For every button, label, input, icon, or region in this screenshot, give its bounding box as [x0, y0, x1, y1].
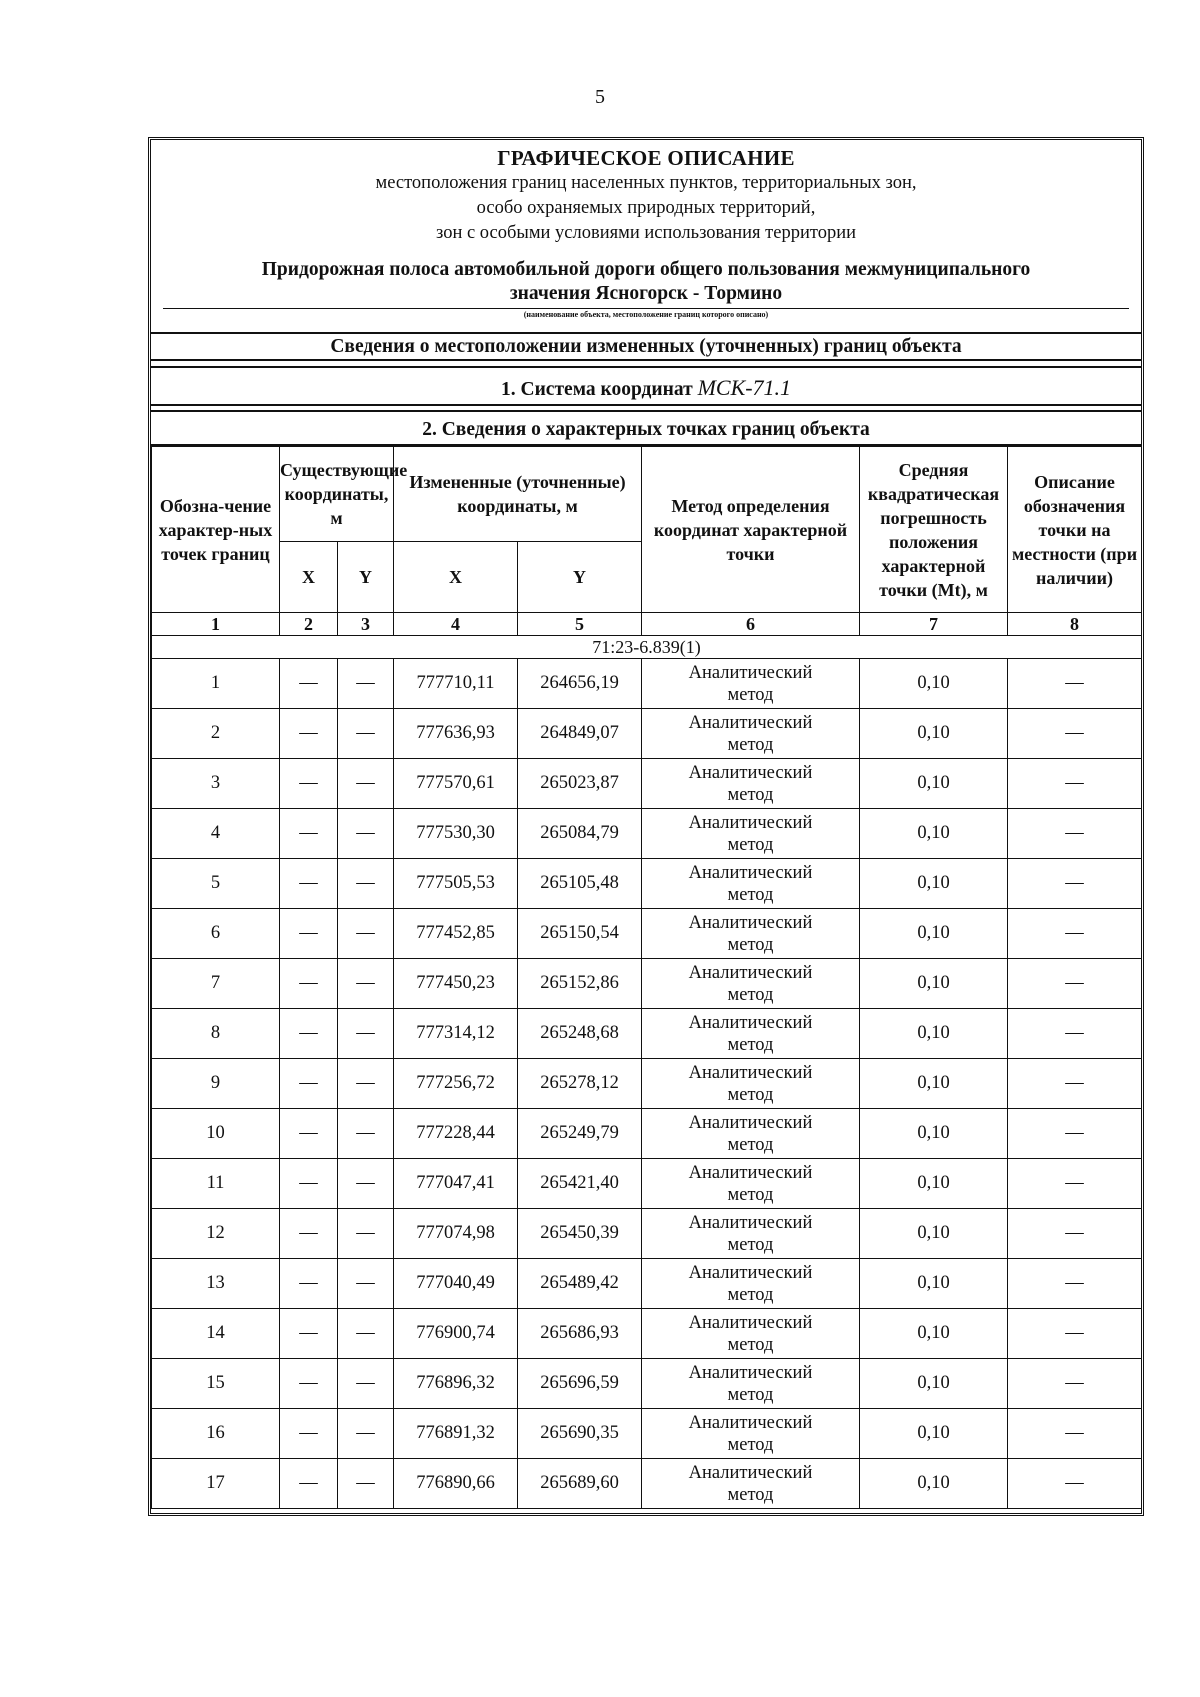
existing-x: — [280, 1309, 338, 1359]
method-line: Аналитический [688, 1312, 813, 1333]
method-line: метод [727, 1434, 774, 1455]
document-frame [148, 137, 1144, 1516]
existing-y: — [338, 859, 394, 909]
changed-y: 265489,42 [518, 1259, 642, 1309]
method-line: метод [727, 1034, 774, 1055]
table-row [152, 1009, 1142, 1059]
method [642, 1459, 860, 1509]
method [642, 1159, 860, 1209]
column-number: 4 [394, 613, 518, 636]
table-row [152, 1159, 1142, 1209]
point-description: — [1008, 1459, 1142, 1509]
method-line: метод [727, 884, 774, 905]
column-number: 6 [642, 613, 860, 636]
method-line: Аналитический [688, 862, 813, 883]
point-description: — [1008, 1009, 1142, 1059]
point-number: 16 [152, 1409, 280, 1459]
existing-x: — [280, 759, 338, 809]
existing-y: — [338, 1009, 394, 1059]
changed-x: 777228,44 [394, 1109, 518, 1159]
point-number: 13 [152, 1259, 280, 1309]
method [642, 959, 860, 1009]
table-row [152, 1459, 1142, 1509]
existing-x: — [280, 1059, 338, 1109]
changed-x: 777505,53 [394, 859, 518, 909]
subtitle-line: особо охраняемых природных территорий, [476, 198, 816, 218]
method-line: метод [727, 1234, 774, 1255]
error-mt: 0,10 [860, 709, 1008, 759]
existing-y: — [338, 1409, 394, 1459]
changed-x: 776891,32 [394, 1409, 518, 1459]
method-line: Аналитический [688, 962, 813, 983]
subtitle-line: местоположения границ населенных пунктов, территориальных зон, [375, 173, 917, 193]
table-row [152, 1209, 1142, 1259]
existing-y: — [338, 1259, 394, 1309]
method-line: метод [727, 834, 774, 855]
coordinate-system [151, 366, 1141, 406]
point-description: — [1008, 709, 1142, 759]
existing-x: — [280, 809, 338, 859]
changed-y: 265084,79 [518, 809, 642, 859]
subtitle-line: зон с особыми условиями использования территории [436, 223, 856, 243]
existing-y: — [338, 709, 394, 759]
point-number: 8 [152, 1009, 280, 1059]
existing-x: — [280, 1209, 338, 1259]
method-line: Аналитический [688, 1262, 813, 1283]
method [642, 809, 860, 859]
table-row [152, 709, 1142, 759]
point-description: — [1008, 959, 1142, 1009]
existing-x: — [280, 959, 338, 1009]
existing-y: — [338, 1459, 394, 1509]
changed-x: 777570,61 [394, 759, 518, 809]
point-description: — [1008, 1259, 1142, 1309]
changed-y: 264849,07 [518, 709, 642, 759]
existing-y: — [338, 909, 394, 959]
column-number: 5 [518, 613, 642, 636]
point-number: 4 [152, 809, 280, 859]
point-number: 2 [152, 709, 280, 759]
point-number: 1 [152, 659, 280, 709]
changed-y: 265686,93 [518, 1309, 642, 1359]
method-line: метод [727, 1184, 774, 1205]
changed-y: 265249,79 [518, 1109, 642, 1159]
error-mt: 0,10 [860, 909, 1008, 959]
changed-y: 264656,19 [518, 659, 642, 709]
method [642, 1309, 860, 1359]
method-line: Аналитический [688, 1062, 813, 1083]
point-description: — [1008, 759, 1142, 809]
existing-y: — [338, 809, 394, 859]
point-number: 14 [152, 1309, 280, 1359]
method [642, 759, 860, 809]
header-existing-x: X [280, 542, 338, 613]
point-number: 7 [152, 959, 280, 1009]
error-mt: 0,10 [860, 1059, 1008, 1109]
column-number: 2 [280, 613, 338, 636]
section-title: Сведения о местоположении измененных (уточненных) границ объекта [151, 334, 1141, 361]
point-number: 15 [152, 1359, 280, 1409]
cadastral-row [152, 636, 1142, 659]
object-caption: (наименование объекта, местоположение границ которого описано) [163, 308, 1129, 321]
changed-y: 265150,54 [518, 909, 642, 959]
changed-x: 776890,66 [394, 1459, 518, 1509]
point-number: 17 [152, 1459, 280, 1509]
method-line: метод [727, 1084, 774, 1105]
object-name-line: Придорожная полоса автомобильной дороги общего пользования межмуниципального [261, 259, 1031, 280]
table-row [152, 859, 1142, 909]
method [642, 659, 860, 709]
method [642, 1409, 860, 1459]
error-mt: 0,10 [860, 959, 1008, 1009]
method-line: метод [727, 734, 774, 755]
changed-y: 265450,39 [518, 1209, 642, 1259]
table-row [152, 1309, 1142, 1359]
method [642, 709, 860, 759]
method-line: Аналитический [688, 762, 813, 783]
method-line: метод [727, 984, 774, 1005]
method [642, 1259, 860, 1309]
table-row [152, 1059, 1142, 1109]
table-row [152, 809, 1142, 859]
error-mt: 0,10 [860, 1409, 1008, 1459]
method-line: метод [727, 1134, 774, 1155]
existing-x: — [280, 1109, 338, 1159]
header-changed-coords: Измененные (уточненные) координаты, м [394, 447, 642, 542]
error-mt: 0,10 [860, 659, 1008, 709]
point-number: 9 [152, 1059, 280, 1109]
point-number: 12 [152, 1209, 280, 1259]
points-title: 2. Сведения о характерных точках границ объекта [151, 410, 1141, 446]
changed-x: 777710,11 [394, 659, 518, 709]
changed-y: 265152,86 [518, 959, 642, 1009]
existing-x: — [280, 659, 338, 709]
header-point-designation: Обозна-чение характер-ных точек границ [152, 447, 280, 613]
header-existing-coords: Существующие координаты, м [280, 447, 394, 542]
changed-x: 776896,32 [394, 1359, 518, 1409]
coordinate-system-label: 1. Система координат [500, 379, 698, 400]
point-number: 10 [152, 1109, 280, 1159]
method-line: Аналитический [688, 712, 813, 733]
table-row [152, 1409, 1142, 1459]
changed-x: 777530,30 [394, 809, 518, 859]
existing-x: — [280, 1459, 338, 1509]
existing-x: — [280, 1009, 338, 1059]
error-mt: 0,10 [860, 1259, 1008, 1309]
existing-x: — [280, 1409, 338, 1459]
existing-y: — [338, 1359, 394, 1409]
method-line: Аналитический [688, 1362, 813, 1383]
point-description: — [1008, 1159, 1142, 1209]
method [642, 1209, 860, 1259]
method-line: Аналитический [688, 1412, 813, 1433]
point-description: — [1008, 1209, 1142, 1259]
header-changed-y: Y [518, 542, 642, 613]
coordinate-system-value: МСК-71.1 [697, 375, 792, 400]
header-changed-x: X [394, 542, 518, 613]
changed-x: 776900,74 [394, 1309, 518, 1359]
point-description: — [1008, 1059, 1142, 1109]
method-line: Аналитический [688, 1112, 813, 1133]
existing-y: — [338, 1109, 394, 1159]
error-mt: 0,10 [860, 1209, 1008, 1259]
method-line: метод [727, 934, 774, 955]
changed-x: 777450,23 [394, 959, 518, 1009]
changed-x: 777256,72 [394, 1059, 518, 1109]
error-mt: 0,10 [860, 1109, 1008, 1159]
changed-x: 777636,93 [394, 709, 518, 759]
header-error: Средняя квадратическая погрешность положения характерной точки (Mt), м [860, 447, 1008, 613]
changed-y: 265690,35 [518, 1409, 642, 1459]
existing-y: — [338, 659, 394, 709]
existing-x: — [280, 1259, 338, 1309]
existing-x: — [280, 1359, 338, 1409]
changed-y: 265421,40 [518, 1159, 642, 1209]
error-mt: 0,10 [860, 1459, 1008, 1509]
point-description: — [1008, 659, 1142, 709]
point-number: 3 [152, 759, 280, 809]
table-row [152, 1259, 1142, 1309]
error-mt: 0,10 [860, 1309, 1008, 1359]
method-line: Аналитический [688, 1212, 813, 1233]
changed-x: 777040,49 [394, 1259, 518, 1309]
table-row [152, 909, 1142, 959]
column-number: 1 [152, 613, 280, 636]
method-line: метод [727, 1484, 774, 1505]
method-line: Аналитический [688, 662, 813, 683]
table-row [152, 959, 1142, 1009]
existing-y: — [338, 1159, 394, 1209]
cadastral-number: 71:23-6.839(1) [152, 636, 1142, 659]
point-description: — [1008, 1359, 1142, 1409]
changed-y: 265248,68 [518, 1009, 642, 1059]
method-line: Аналитический [688, 1012, 813, 1033]
point-number: 5 [152, 859, 280, 909]
existing-y: — [338, 959, 394, 1009]
method-line: метод [727, 1384, 774, 1405]
changed-y: 265689,60 [518, 1459, 642, 1509]
changed-y: 265696,59 [518, 1359, 642, 1409]
method-line: Аналитический [688, 1462, 813, 1483]
method [642, 1109, 860, 1159]
header-description: Описание обозначения точки на местности (при наличии) [1008, 447, 1142, 613]
method [642, 859, 860, 909]
changed-x: 777047,41 [394, 1159, 518, 1209]
header-existing-y: Y [338, 542, 394, 613]
point-description: — [1008, 909, 1142, 959]
method-line: метод [727, 1334, 774, 1355]
document-header [151, 140, 1141, 334]
changed-x: 777452,85 [394, 909, 518, 959]
column-number: 7 [860, 613, 1008, 636]
method-line: метод [727, 1284, 774, 1305]
changed-x: 777074,98 [394, 1209, 518, 1259]
existing-x: — [280, 909, 338, 959]
method [642, 1059, 860, 1109]
point-description: — [1008, 809, 1142, 859]
error-mt: 0,10 [860, 1159, 1008, 1209]
error-mt: 0,10 [860, 859, 1008, 909]
changed-y: 265105,48 [518, 859, 642, 909]
points-table [151, 446, 1142, 1509]
existing-x: — [280, 859, 338, 909]
point-description: — [1008, 1109, 1142, 1159]
table-row [152, 1359, 1142, 1409]
method-line: метод [727, 684, 774, 705]
method-line: Аналитический [688, 1162, 813, 1183]
error-mt: 0,10 [860, 759, 1008, 809]
header-method: Метод определения координат характерной точки [642, 447, 860, 613]
document-title: ГРАФИЧЕСКОЕ ОПИСАНИЕ [497, 146, 795, 170]
point-description: — [1008, 1309, 1142, 1359]
changed-y: 265278,12 [518, 1059, 642, 1109]
column-number: 8 [1008, 613, 1142, 636]
method [642, 1359, 860, 1409]
method [642, 1009, 860, 1059]
table-row [152, 659, 1142, 709]
object-name-line: значения Ясногорск - Тормино [509, 283, 783, 304]
point-description: — [1008, 859, 1142, 909]
existing-y: — [338, 759, 394, 809]
existing-y: — [338, 1209, 394, 1259]
page-number: 5 [595, 86, 605, 108]
table-row [152, 759, 1142, 809]
existing-x: — [280, 709, 338, 759]
changed-y: 265023,87 [518, 759, 642, 809]
column-number-row [152, 613, 1142, 636]
point-number: 6 [152, 909, 280, 959]
error-mt: 0,10 [860, 1009, 1008, 1059]
existing-x: — [280, 1159, 338, 1209]
error-mt: 0,10 [860, 809, 1008, 859]
table-row [152, 1109, 1142, 1159]
existing-y: — [338, 1059, 394, 1109]
point-description: — [1008, 1409, 1142, 1459]
changed-x: 777314,12 [394, 1009, 518, 1059]
method-line: Аналитический [688, 912, 813, 933]
existing-y: — [338, 1309, 394, 1359]
error-mt: 0,10 [860, 1359, 1008, 1409]
method-line: метод [727, 784, 774, 805]
column-number: 3 [338, 613, 394, 636]
point-number: 11 [152, 1159, 280, 1209]
method-line: Аналитический [688, 812, 813, 833]
method [642, 909, 860, 959]
